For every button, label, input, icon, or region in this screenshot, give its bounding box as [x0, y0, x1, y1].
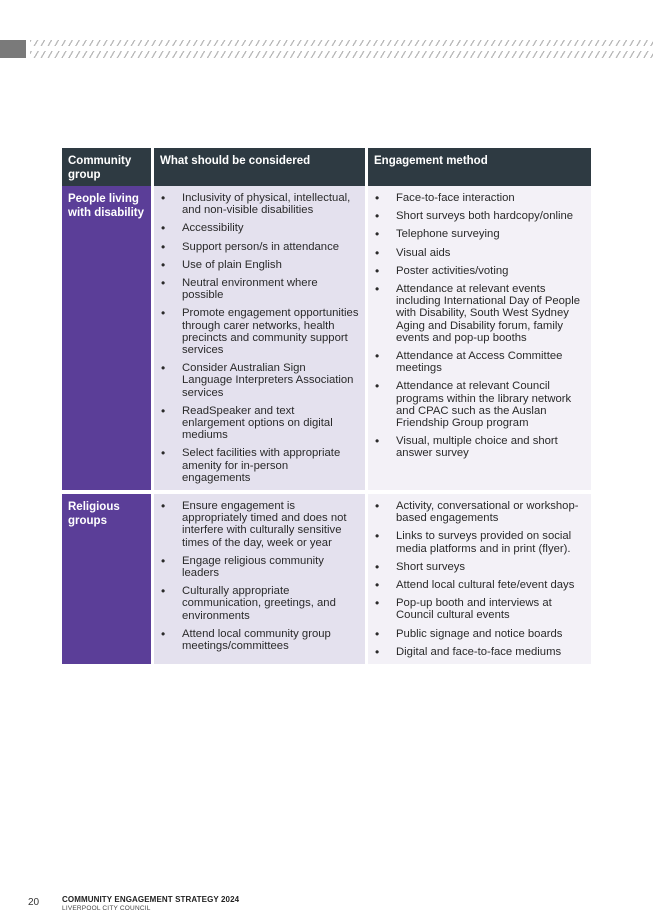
considerations-list	[160, 500, 359, 652]
list-item: • Attendance at relevant events including International Day of People with Disability, South West Sydney Aging and Disability forum, family events and pop-up booths	[374, 283, 585, 344]
list-item: • ReadSpeaker and text enlargement options on digital mediums	[160, 405, 359, 442]
considerations-cell	[151, 186, 365, 490]
list-item: • Accessibility	[160, 222, 359, 234]
list-item: • Public signage and notice boards	[374, 628, 585, 640]
list-item: • Ensure engagement is appropriately timed and does not interfere with culturally sensitive times of the day, week or year	[160, 500, 359, 549]
page-number: 20	[28, 897, 40, 908]
list-item: • Visual, multiple choice and short answer survey	[374, 435, 585, 459]
list-item: • Short surveys	[374, 561, 585, 573]
list-item: • Short surveys both hardcopy/online	[374, 210, 585, 222]
list-item: • Engage religious community leaders	[160, 555, 359, 579]
considerations-list	[160, 192, 359, 484]
list-item: • Attendance at relevant Council programs within the library network and CPAC such as the Auslan Friendship Group program	[374, 380, 585, 429]
list-item: • Face-to-face interaction	[374, 192, 585, 204]
table-header-row	[62, 148, 591, 186]
list-item: • Visual aids	[374, 247, 585, 259]
list-item: • Poster activities/voting	[374, 265, 585, 277]
list-item: • Promote engagement opportunities through carer networks, health precincts and community support services	[160, 307, 359, 356]
header-engagement-method: Engagement method	[365, 148, 591, 186]
table-row	[62, 490, 591, 664]
list-item: • Support person/s in attendance	[160, 241, 359, 253]
list-item: • Neutral environment where possible	[160, 277, 359, 301]
engagement-table	[62, 148, 591, 664]
list-item: • Attendance at Access Committee meetings	[374, 350, 585, 374]
list-item: • Telephone surveying	[374, 228, 585, 240]
list-item: • Culturally appropriate communication, greetings, and environments	[160, 585, 359, 622]
list-item: • Attend local community group meetings/committees	[160, 628, 359, 652]
methods-cell	[365, 490, 591, 664]
group-cell: Religious groups	[62, 490, 151, 664]
group-cell: People living with disability	[62, 186, 151, 490]
methods-list	[374, 192, 585, 460]
considerations-cell	[151, 490, 365, 664]
header-hatch-pattern	[30, 40, 653, 58]
table-row	[62, 186, 591, 490]
list-item: • Pop-up booth and interviews at Council cultural events	[374, 597, 585, 621]
header-block	[0, 40, 26, 58]
list-item: • Activity, conversational or workshop-based engagements	[374, 500, 585, 524]
list-item: • Attend local cultural fete/event days	[374, 579, 585, 591]
header-considerations: What should be considered	[151, 148, 365, 186]
list-item: • Select facilities with appropriate amenity for in-person engagements	[160, 447, 359, 484]
list-item: • Digital and face-to-face mediums	[374, 646, 585, 658]
organisation-name: LIVERPOOL CITY COUNCIL	[62, 905, 151, 912]
list-item: • Links to surveys provided on social media platforms and in print (flyer).	[374, 530, 585, 554]
list-item: • Consider Australian Sign Language Interpreters Association services	[160, 362, 359, 399]
header-community-group: Community group	[62, 148, 151, 186]
methods-list	[374, 500, 585, 658]
methods-cell	[365, 186, 591, 490]
list-item: • Use of plain English	[160, 259, 359, 271]
list-item: • Inclusivity of physical, intellectual, and non-visible disabilities	[160, 192, 359, 216]
document-title: COMMUNITY ENGAGEMENT STRATEGY 2024	[62, 895, 240, 904]
